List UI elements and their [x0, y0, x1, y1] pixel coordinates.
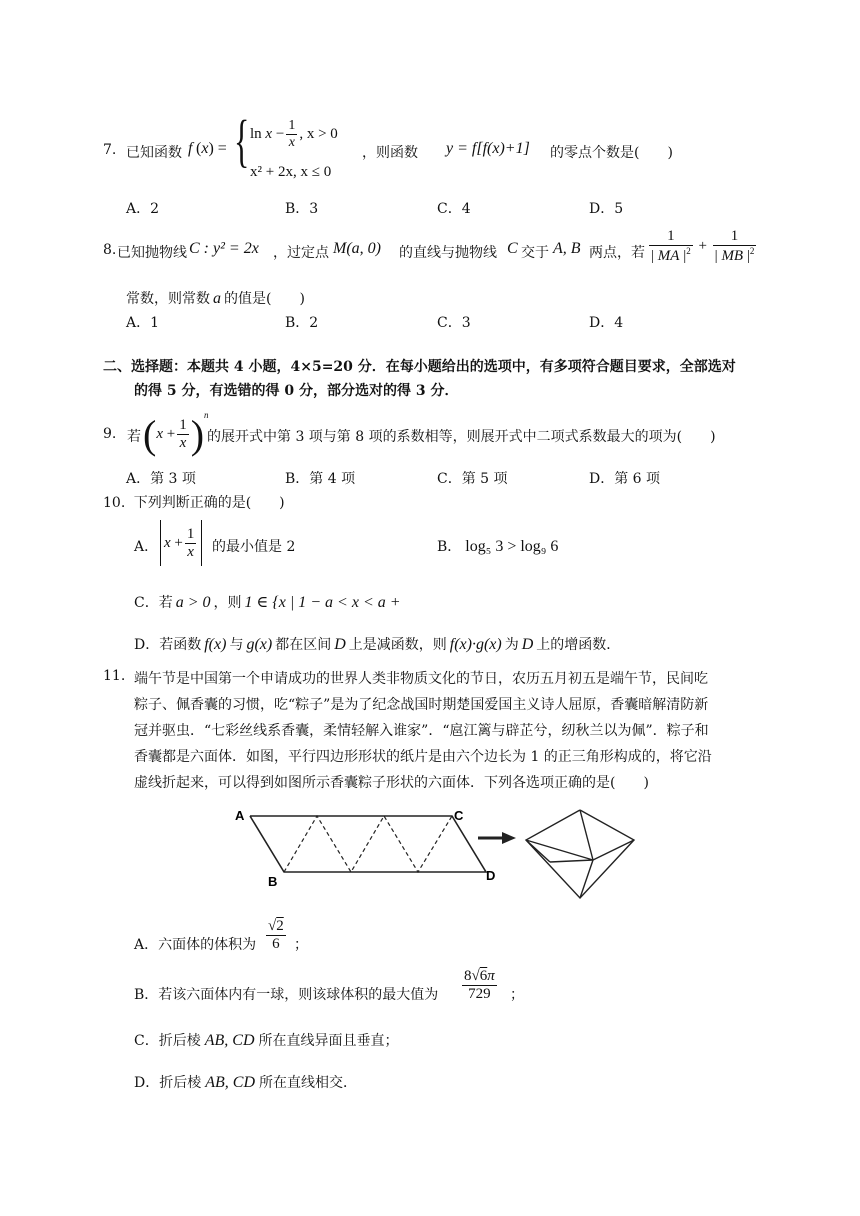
q8-option-b[interactable]: B．2: [285, 315, 319, 331]
q9-option-c[interactable]: C．第 5 项: [437, 471, 508, 487]
label-d: D: [486, 868, 496, 883]
q8-curve: C : y² = 2x: [189, 240, 259, 257]
q9-option-a[interactable]: A．第 3 项: [126, 471, 196, 487]
q10-option-d[interactable]: D．若函数 f(x) 与 g(x) 都在区间 D 上是减函数，则 f(x)·g(x) 为 D 上的增函数．: [134, 636, 621, 653]
q7-lead: 已知函数: [126, 145, 182, 161]
q9-binomial: (x + $\frac{1}{x}$ )$^n$: [143, 410, 209, 458]
q8-stem: [103, 228, 763, 278]
q7-mid: ，则函数: [362, 145, 418, 161]
q11-number: 11.: [103, 668, 126, 684]
q8-continuation: 常数，则常数 a 的值是( ): [126, 290, 305, 307]
q8-mid: ，过定点: [273, 245, 329, 261]
q11-line4: 香囊都是六面体．如图，平行四边形形状的纸片是由六个边长为 1 的正三角形构成的，将它沿: [134, 749, 712, 765]
q9-lead: 若: [127, 429, 141, 445]
q8-option-d[interactable]: D．4: [589, 315, 624, 331]
q9-option-d[interactable]: D．第 6 项: [589, 471, 661, 487]
q8-c: C: [507, 240, 518, 257]
q8-mid2: 的直线与抛物线: [399, 245, 497, 261]
q11-line2: 粽子、佩香囊的习惯，吃“粽子”是为了纪念战国时期楚国爱国主义诗人屈原，香囊暗解清防新: [134, 697, 709, 713]
q11-option-d[interactable]: D．折后棱 AB, CD 所在直线相交．: [134, 1074, 358, 1091]
q8-plus: +: [698, 238, 707, 255]
q9-stem: [103, 410, 763, 458]
q8-mid3: 交于: [521, 245, 549, 261]
q11-option-c[interactable]: C．折后棱 AB, CD 所在直线异面且垂直；: [134, 1032, 399, 1049]
q8-ab: A, B: [553, 240, 581, 257]
hexahedron-solid: [526, 810, 634, 898]
label-a: A: [235, 808, 245, 823]
q7-piece1: ln x − $\frac{1}{x}$ , x > 0: [250, 118, 338, 151]
q7-option-d[interactable]: D．5: [589, 201, 624, 217]
q11-b-fraction: $\frac{8√6\pi}{729}$: [464, 968, 495, 1003]
q7-brace: {: [234, 108, 250, 173]
q9-option-b[interactable]: B．第 4 项: [285, 471, 356, 487]
q8-lead: 已知抛物线: [117, 245, 187, 261]
section2-heading-line1: 二、选择题：本题共 4 小题，4×5=20 分．在每小题给出的选项中，有多项符合题目要求，全部选对: [103, 359, 736, 375]
q7-option-b[interactable]: B．3: [285, 201, 319, 217]
q9-text: 的展开式中第 3 项与第 8 项的系数相等，则展开式中二项式系数最大的项为( ): [207, 429, 716, 445]
q7-number: 7.: [103, 142, 117, 158]
q7-func: y = f[f(x)+1]: [446, 140, 530, 157]
q7-fx-arg: (x) =: [196, 140, 227, 157]
q11-a-fraction: $\frac{√2}{6}$: [268, 918, 284, 953]
q10-abs-expression: x + $\frac{1}{x}$: [160, 520, 202, 566]
section2-heading-line2: 的得 5 分，有选错的得 0 分，部分选对的得 3 分．: [134, 383, 459, 399]
q7-option-a[interactable]: A．2: [126, 201, 160, 217]
q11-line5: 虚线折起来，可以得到如图所示香囊粽子形状的六面体．下列各选项正确的是( ): [134, 775, 649, 791]
q7-option-c[interactable]: C．4: [437, 201, 471, 217]
arrow-icon: [478, 832, 516, 844]
q10-option-b[interactable]: B． log₅ 3 > log₉ 6: [437, 538, 559, 555]
q7-tail: 的零点个数是( ): [550, 145, 673, 161]
q7-fx: f: [188, 140, 193, 157]
q9-number: 9.: [103, 426, 117, 442]
q10-stem-text: 下列判断正确的是( ): [133, 495, 285, 511]
q8-mid4: 两点，若: [589, 245, 645, 261]
q11-figure: [230, 800, 670, 910]
q7-piece2: x² + 2x, x ≤ 0: [250, 164, 332, 180]
q8-point: M(a, 0): [333, 240, 381, 257]
q8-option-c[interactable]: C．3: [437, 315, 471, 331]
label-b: B: [268, 874, 278, 889]
q10-number: 10.: [103, 495, 126, 511]
label-c: C: [454, 808, 464, 823]
q11-line1: 端午节是中国第一个申请成功的世界人类非物质文化的节日，农历五月初五是端午节，民间吃: [134, 671, 708, 687]
q11-line3: 冠并驱虫．“七彩丝线系香囊，柔情轻解入谁家”．“扈江篱与辟芷兮，纫秋兰以为佩”．粽子和: [134, 723, 709, 739]
q8-option-a[interactable]: A．1: [126, 315, 160, 331]
fold-lines: [284, 816, 452, 872]
q10-option-c[interactable]: C．若 a > 0 ，则 1 ∈ {x | 1 − a < x < a +: [134, 594, 401, 611]
q8-number: 8.: [103, 242, 117, 258]
q10-stem: [103, 492, 285, 512]
q8-expression: $\frac{1}{| MA |^2}$ + $\frac{1}{| MB |^2}$: [651, 228, 755, 265]
